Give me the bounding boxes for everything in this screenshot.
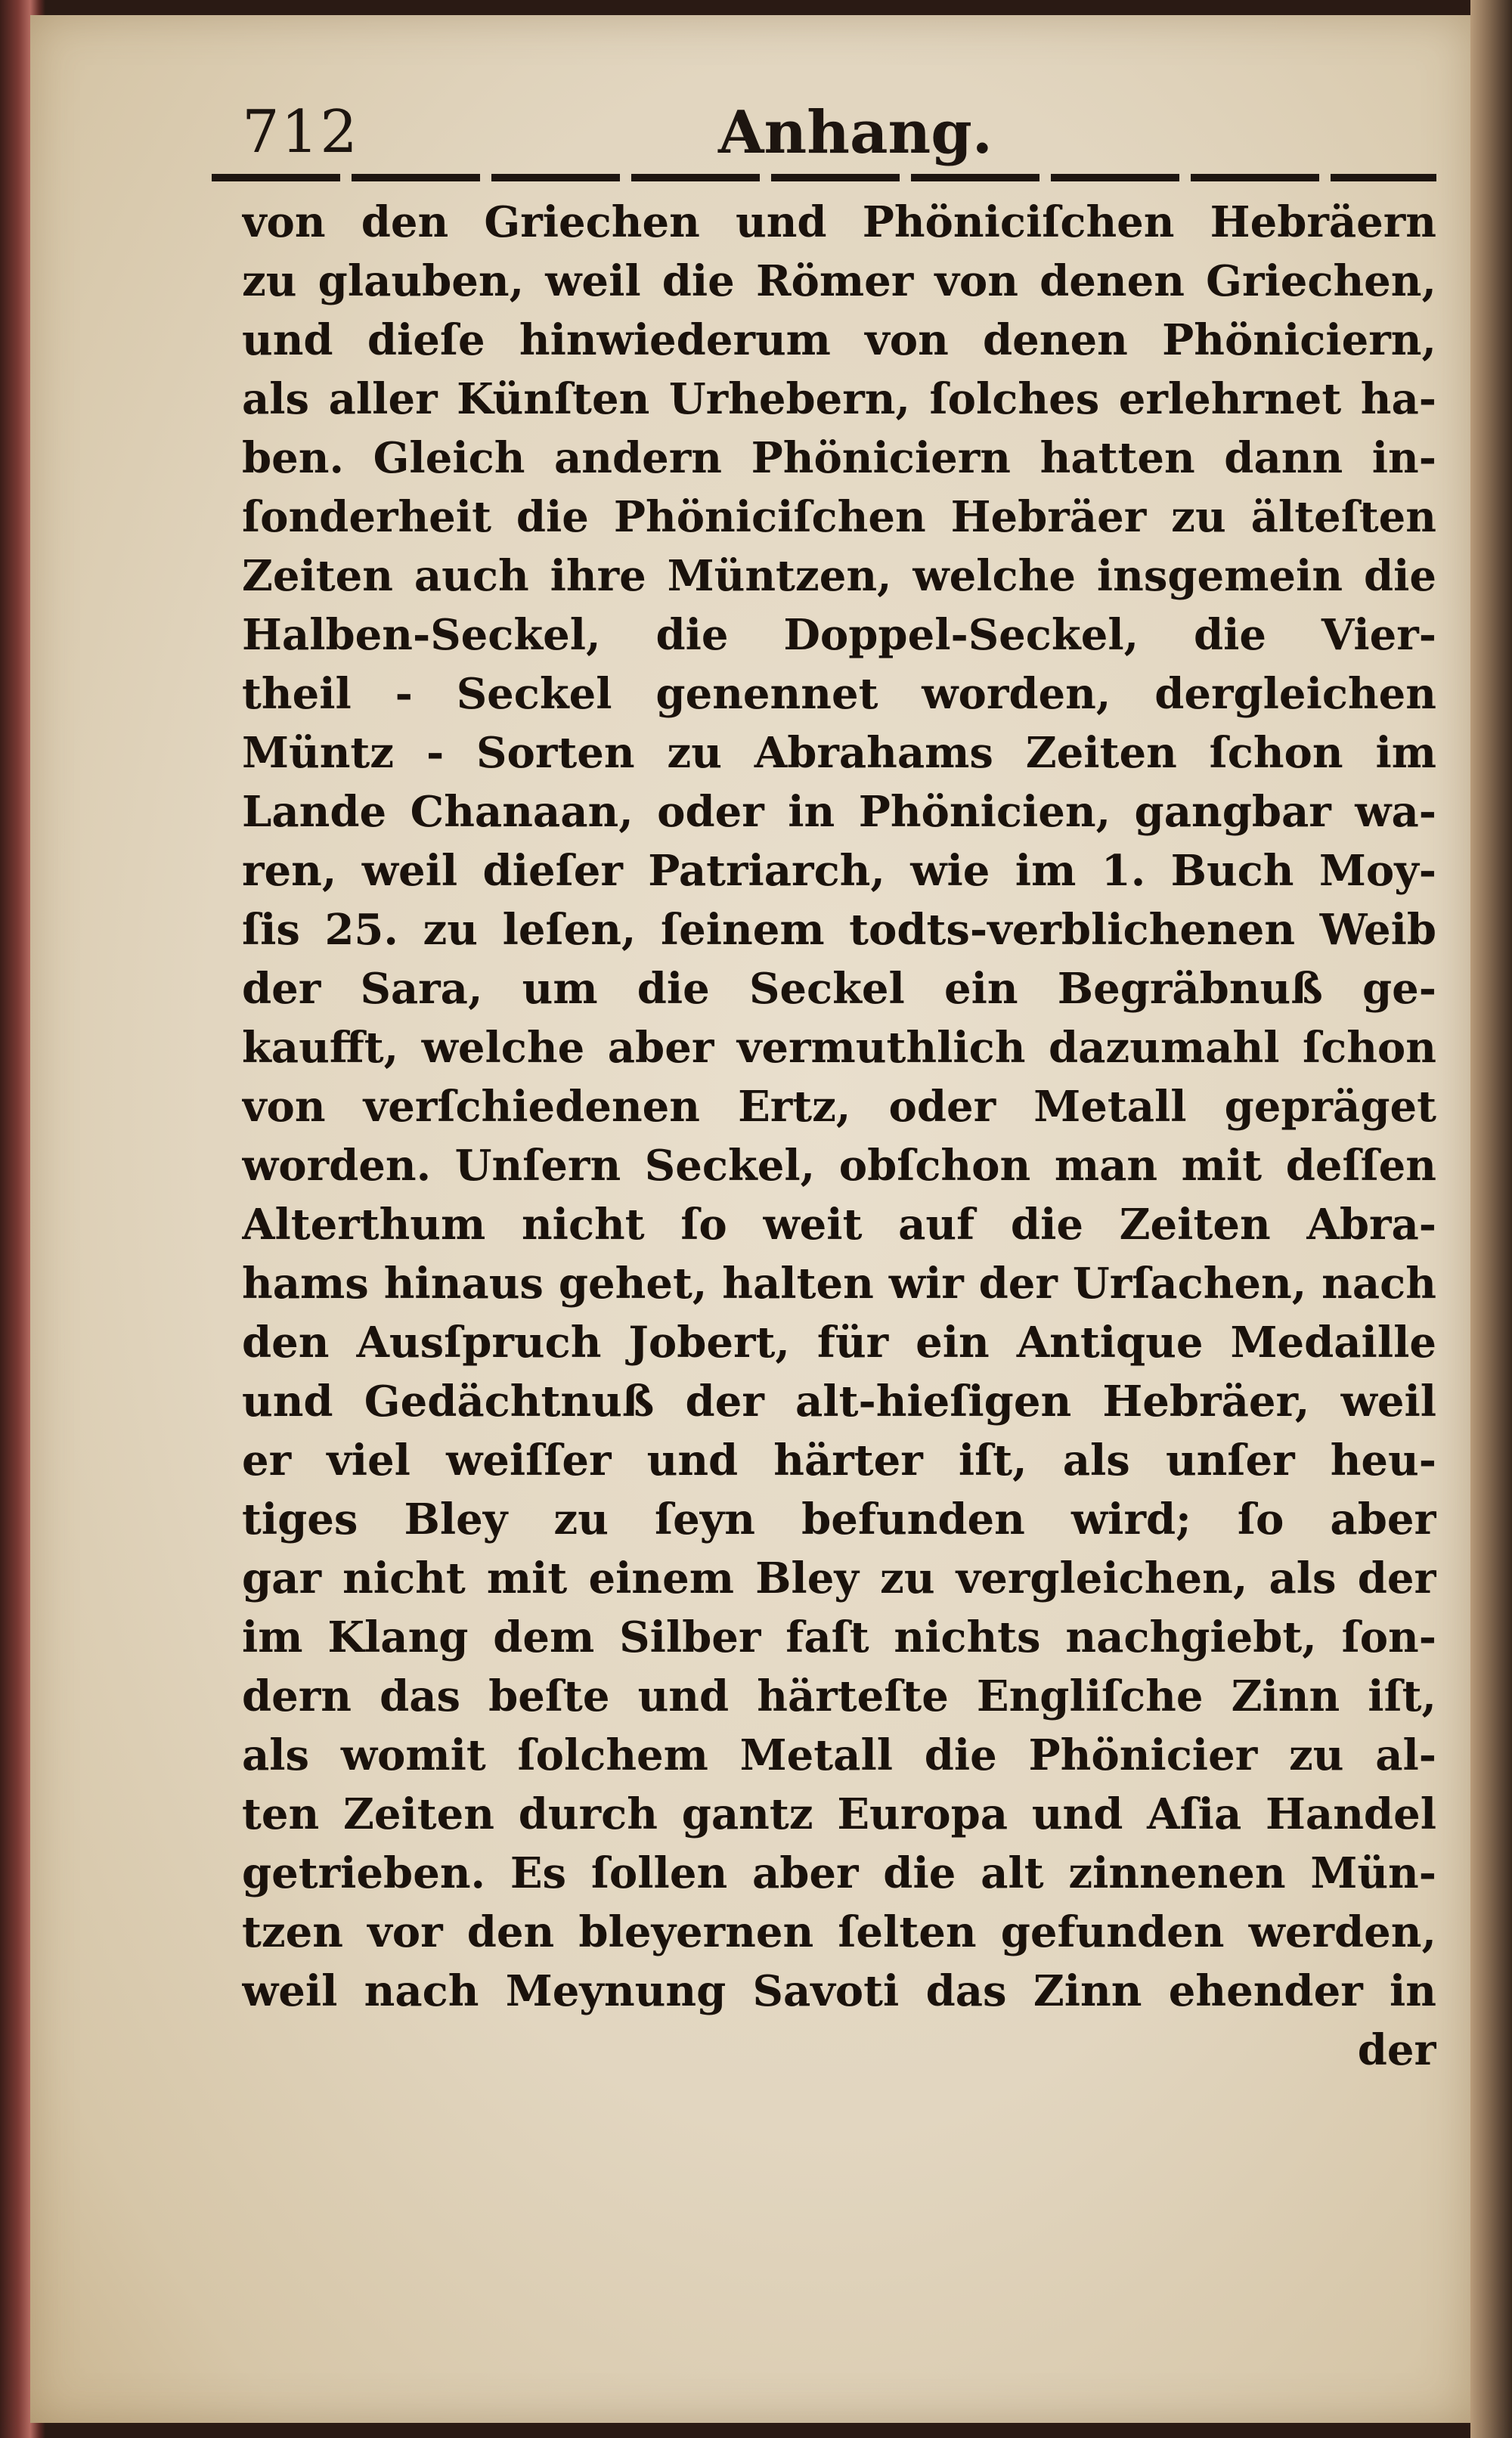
text-line: ren, weil dieſer Patriarch, wie im 1. Buch Moy- — [242, 846, 1436, 896]
catchword: der — [1357, 2025, 1436, 2075]
text-line: ten Zeiten durch gantz Europa und Aſia Handel — [242, 1789, 1436, 1839]
running-head: Anhang. — [718, 98, 993, 167]
text-line: gar nicht mit einem Bley zu vergleichen, als der — [242, 1554, 1436, 1603]
text-line: von den Griechen und Phöniciſchen Hebräern — [242, 197, 1436, 247]
text-line: weil nach Meynung Savoti das Zinn ehender in — [242, 1966, 1436, 2016]
text-line: tiges Bley zu ſeyn befunden wird; ſo aber — [242, 1495, 1436, 1544]
text-line: getrieben. Es ſollen aber die alt zinnenen Mün- — [242, 1848, 1436, 1898]
text-line: kaufft, welche aber vermuthlich dazumahl ſchon — [242, 1023, 1436, 1073]
text-line: als womit ſolchem Metall die Phönicier zu al- — [242, 1730, 1436, 1780]
text-line: ſis 25. zu leſen, ſeinem todts-verblichenen Weib — [242, 905, 1436, 955]
text-line: zu glauben, weil die Römer von denen Griechen, — [242, 256, 1436, 306]
text-line: dern das beſte und härteſte Engliſche Zinn iſt, — [242, 1671, 1436, 1721]
text-line: Lande Chanaan, oder in Phönicien, gangbar wa- — [242, 787, 1436, 837]
page-header — [212, 98, 1436, 181]
text-line: ben. Gleich andern Phöniciern hatten dann in- — [242, 433, 1436, 483]
text-line: Zeiten auch ihre Müntzen, welche insgemein die — [242, 551, 1436, 601]
text-line: ſonderheit die Phöniciſchen Hebräer zu älteſten — [242, 492, 1436, 542]
text-line: tzen vor den bleyernen ſelten gefunden werden, — [242, 1907, 1436, 1957]
text-line: als aller Künſten Urhebern, ſolches erlehrnet ha- — [242, 374, 1436, 424]
text-line: theil - Seckel genennet worden, dergleichen — [242, 669, 1436, 719]
text-line: hams hinaus gehet, halten wir der Urſachen, nach — [242, 1259, 1436, 1309]
page-edge — [1470, 0, 1512, 2438]
text-line: Halben-Seckel, die Doppel-Seckel, die Vier- — [242, 610, 1436, 660]
text-line: den Ausſpruch Jobert, für ein Antique Medaille — [242, 1318, 1436, 1368]
text-line: worden. Unſern Seckel, obſchon man mit deſſen — [242, 1141, 1436, 1191]
text-line: von verſchiedenen Ertz, oder Metall gepräget — [242, 1082, 1436, 1132]
text-line: er viel weiſſer und härter iſt, als unſer heu- — [242, 1436, 1436, 1485]
text-line: der Sara, um die Seckel ein Begräbnuß ge- — [242, 964, 1436, 1014]
text-line: Müntz - Sorten zu Abrahams Zeiten ſchon im — [242, 728, 1436, 778]
text-line: im Klang dem Silber faſt nichts nachgiebt, ſon- — [242, 1612, 1436, 1662]
body-text — [242, 193, 1436, 2080]
page-number: 712 — [242, 98, 359, 166]
text-line: Alterthum nicht ſo weit auf die Zeiten Abra- — [242, 1200, 1436, 1250]
text-line: und dieſe hinwiederum von denen Phöniciern, — [242, 315, 1436, 365]
text-line: und Gedächtnuß der alt-hieſigen Hebräer, weil — [242, 1377, 1436, 1427]
header-rule — [212, 174, 1436, 181]
